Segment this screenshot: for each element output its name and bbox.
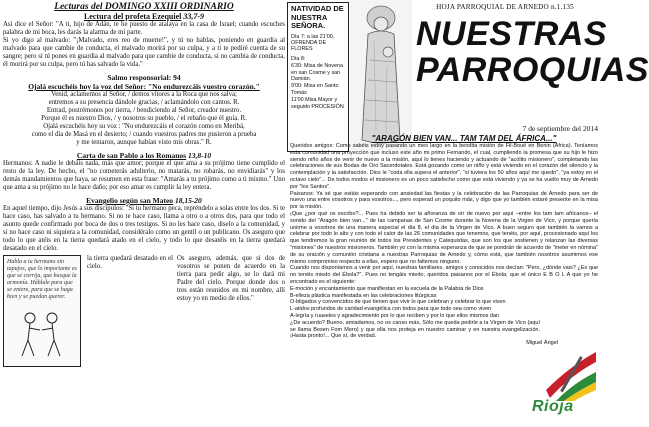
psalm-title: Salmo responsorial: 94 [107, 73, 181, 82]
gospel-continuation [87, 255, 285, 303]
ebola-line: L-atidos profundos de caridad evangélica con todos para que todo sea como viven [290, 306, 492, 313]
gospel-col-right: Os aseguro, además, que si dos de vosotros se ponen de acuerdo en la tierra para pedir algo, se lo dará mi Padre del cielo. Porque donde dos o tres están reunidos en mi nombre, allí estoy yo en medio de ellos." [177, 255, 285, 302]
readings-title: Lecturas del DOMINGO XXIII ORDINARIO [54, 2, 234, 12]
masthead-issue: HOJA PARROQUIAL DE ARNEDO n.1.135 [436, 3, 574, 11]
article-paragraph: Paisanos: Ya sé que estáis esperando con ansiedad las fiestas y la celebración de las Parroquias de Arnedo para ser de nuevo una entre vosotros y para vosotros..., pero esperad un poquito más, y digo que yo también estaré presente en la misa por la misión. [290, 190, 598, 211]
rioja-logo: Rioja [532, 398, 574, 415]
reading1-heading [3, 12, 285, 21]
reading2-heading: Carta de san Pablo a los Romanos 13,8-10 [76, 151, 212, 160]
readings-column [3, 2, 285, 426]
ebola-line: E-moción y encantamiento que manifiestan en la escuela de la Palabra de Dios [290, 285, 484, 292]
article-title: "ARAGÓN BIEN VAN... TAM TAM DEL ÁFRICA..." [371, 134, 557, 143]
psalm-line: Ojalá escuchéis hoy su voz : "No endurezcáis el corazón como en Meribá, [43, 123, 245, 130]
psalm-line: y me tentaron, aunque habían visto mis obras." R. [76, 139, 212, 146]
psalm-line: Venid, aclamemos al Señor, / demos vítores a la Roca que nos salva; [51, 91, 237, 98]
sidebar-item: 6'30: Misa de Novena en san Cosme y san Damián. [291, 63, 343, 82]
praying-figures-icon [16, 308, 68, 358]
psalm-line: Porque él es nuestro Dios, / y nosotros su pueblo, / el rebaño que él guía. R. [41, 115, 247, 122]
masthead-title: NUESTRAS PARROQUIAS [416, 15, 649, 89]
rioja-flag-icon [540, 346, 600, 401]
gospel-bottom-row [3, 255, 285, 303]
inset-text: Habla a tu hermano sin tapujos, que lo importante es que se corrija, que busque la armonía. Háblale para que se entere, para que se haga bien y se puedan querer. [7, 259, 77, 300]
virgin-statue-image [350, 0, 412, 150]
sidebar-heading: NATIVIDAD DE NUESTRA SEÑORA. [291, 4, 344, 30]
reading1-line: Si yo digo al malvado: "¡Malvado, eres reo de muerte!", y tú no hablas, poniendo en guardia al malvado para que cambie de conducta, el malvado morirá por su culpa, y a ti te pediré cuenta de su sangre; pero si tú pones en guardia al malvado para que cambie de conducta, si no cambia de conducta, él morirá por su culpa, pero tú has salvado la vida." [3, 37, 285, 68]
psalm-line: Entrad, postrémonos por tierra, / bendiciendo al Señor, creador nuestro. [46, 107, 242, 114]
gospel-text: En aquel tiempo, dijo Jesús a sus discípulos: "Si tu hermano peca, repréndelo a solas entre los dos. Si te hace caso, has salvado a tu hermano. Si no te hace caso, llama a otro o a otros dos, para que todo el asunto quede confirmado por boca de dos o tres testigos. Si no les hace caso, díselo a la comunidad, y si no hace caso ni siquiera a la comunidad, considéralo como un gentil o un publicano. Os aseguro que todo lo que atéis en la tierra quedará atado en el cielo, y todo lo que desatéis en la tierra quedará desatado en el cielo. [3, 205, 285, 252]
article-paragraph: Queridos amigos: Como sabéis estoy pasando un mes largo en la bendita misión de Fil-Boué en Benin (África). Teníamos esta comunidad una proyección que incluso este año mi primo Fernando, el cual, cumpliendo la promesa que su hijo le hizo siendo niño años de venir de nuevo a la misión, aquí lo tienes haciendo y actuando de "acólito misionero", completando las celebraciones de sus Bodas de Oro Sacerdotales. Está gozando como un niño y está viviendo en el corazón del silencio y la contemplación y la satisfacción. Dios le "coda ella supera el anterior", "si tuviera los 50 años aquí me quedo", "ya estoy en el octavo cielo"... De todos modos el misionero es un poco satisfecho como que está viviendo y ya se ha vuelto muy de Arnedo por "los Santos". [290, 143, 598, 190]
ebola-line: B-elleza plástica manifestada en las celebraciones litúrgicas [290, 292, 437, 299]
sidebar-item: Día 7: a las 21'00, OFRENDA DE FLORES [291, 33, 335, 53]
gospel-col-left: la tierra quedará desatado en el cielo. [87, 255, 173, 270]
article-paragraph: Cuando nos disponíamos a venir por aquí, nuestras familiares, amigos y conocidos nos decían: "Pero, ¿dónde vais? ¿Es que no tenéis miedo del Ébola?". Pues no tengáis miedo, queridos paisanos por el Ébola; que el único E B O L A que yo he encontrado es el siguiente: [290, 265, 598, 285]
reading2-text: Hermanos: A nadie le debáis nada, más que amor; porque el que ama a su prójimo tiene cumplido el resto de la ley. De hecho, el "no cometerás adulterio, no matarás, no robarás, no envidiarás" y los demás mandamientos que haya, se resumen en esta frase: "Amarás a tu prójimo como a ti mismo." Uno que ama a su prójimo no le hace daño; por eso amar es cumplir la ley entera. [3, 160, 285, 191]
masthead-date: 7 de septiembre del 2014 [522, 124, 598, 133]
inset-illustration [3, 255, 81, 367]
gospel-heading: Evangelio según san Mateo 18,15-20 [86, 196, 202, 205]
ebola-line: O-bligados y convencidos de que tienen que vivir lo que celebran y celebrar lo que viven [290, 299, 506, 306]
reading1-ref: 33,7-9 [183, 12, 205, 21]
article-signature: Miguel Ángel [526, 340, 558, 347]
ebola-line: A-legría y ruaseles y agradecimiento por lo que reciben y por lo que ellos mismos dan [290, 312, 500, 319]
article-paragraph: ¡Que ¿por qué os escribo?... Pues ha debido ser la añoranza de oír de nuevo por aquí –entre los tam tam africanos– el sonido del "Aragón bien van..." de las campanas de San Cosme durante la Novena de la Virgen de Vico, y porque quería unirme a vosotros de una manera especial el día 8, el día de la Virgen de Vico. A buen seguro que también la vamos a celebrar por todo lo alto y con todo el calor de las 26 comunidades que tenemos, que tenéis, por aquí, procesionado aquí los que tendremos la gran reunión de todos los Presidentes y Catequistas, que son los que sostienen y relanzan las diversas "misiones" de nuestros misioneros. También yo con la misma esperanza de que se pondrán de acuerdo de "meter en nómina" de su oración y comunión cristiana a nuestras Parroquias de Arnedo y, cómo está, que también nosotros asumimos ese mismo compromiso respecto a ellas, espero que no faltemos ninguno. [290, 210, 598, 265]
events-sidebar [287, 2, 349, 152]
sidebar-item: Día 8: [291, 55, 306, 62]
article-closing: ¿De acuerdo? Bueno, amiadamos, no os canso más, Sólo me queda pedirle a la Virgen de Vico (aquí se llama Besen Fom Mero) y que ella nos proteja en nuestro caminar y en nuestra evangelización. ¡Hasta pronto!... Que sí, de verdad. [290, 319, 540, 340]
sidebar-item: 11'00 Misa Mayor y seguido PROCESIÓN [291, 97, 344, 110]
reading1-title: Lectura del profeta Ezequiel [83, 12, 182, 21]
psalm-line: entremos a su presencia dándole gracias, / aclamándolo con cantos. R. [48, 99, 240, 106]
reading1-line: Así dice el Señor: "A ti, hijo de Adán, te he puesto de atalaya en la casa de Israel; cuando escuches palabra de mi boca, les darás la alarma de mi parte. [3, 21, 285, 36]
psalm-line: como el día de Masá en el desierto; / cuando vuestros padres me pusieron a prueba [31, 131, 257, 138]
sidebar-item: 9'00: Misa en Santo Tomás [291, 83, 339, 96]
psalm-refrain: Ojalá escuchéis hoy la voz del Señor: "No endurezcáis vuestro corazón." [28, 82, 260, 91]
